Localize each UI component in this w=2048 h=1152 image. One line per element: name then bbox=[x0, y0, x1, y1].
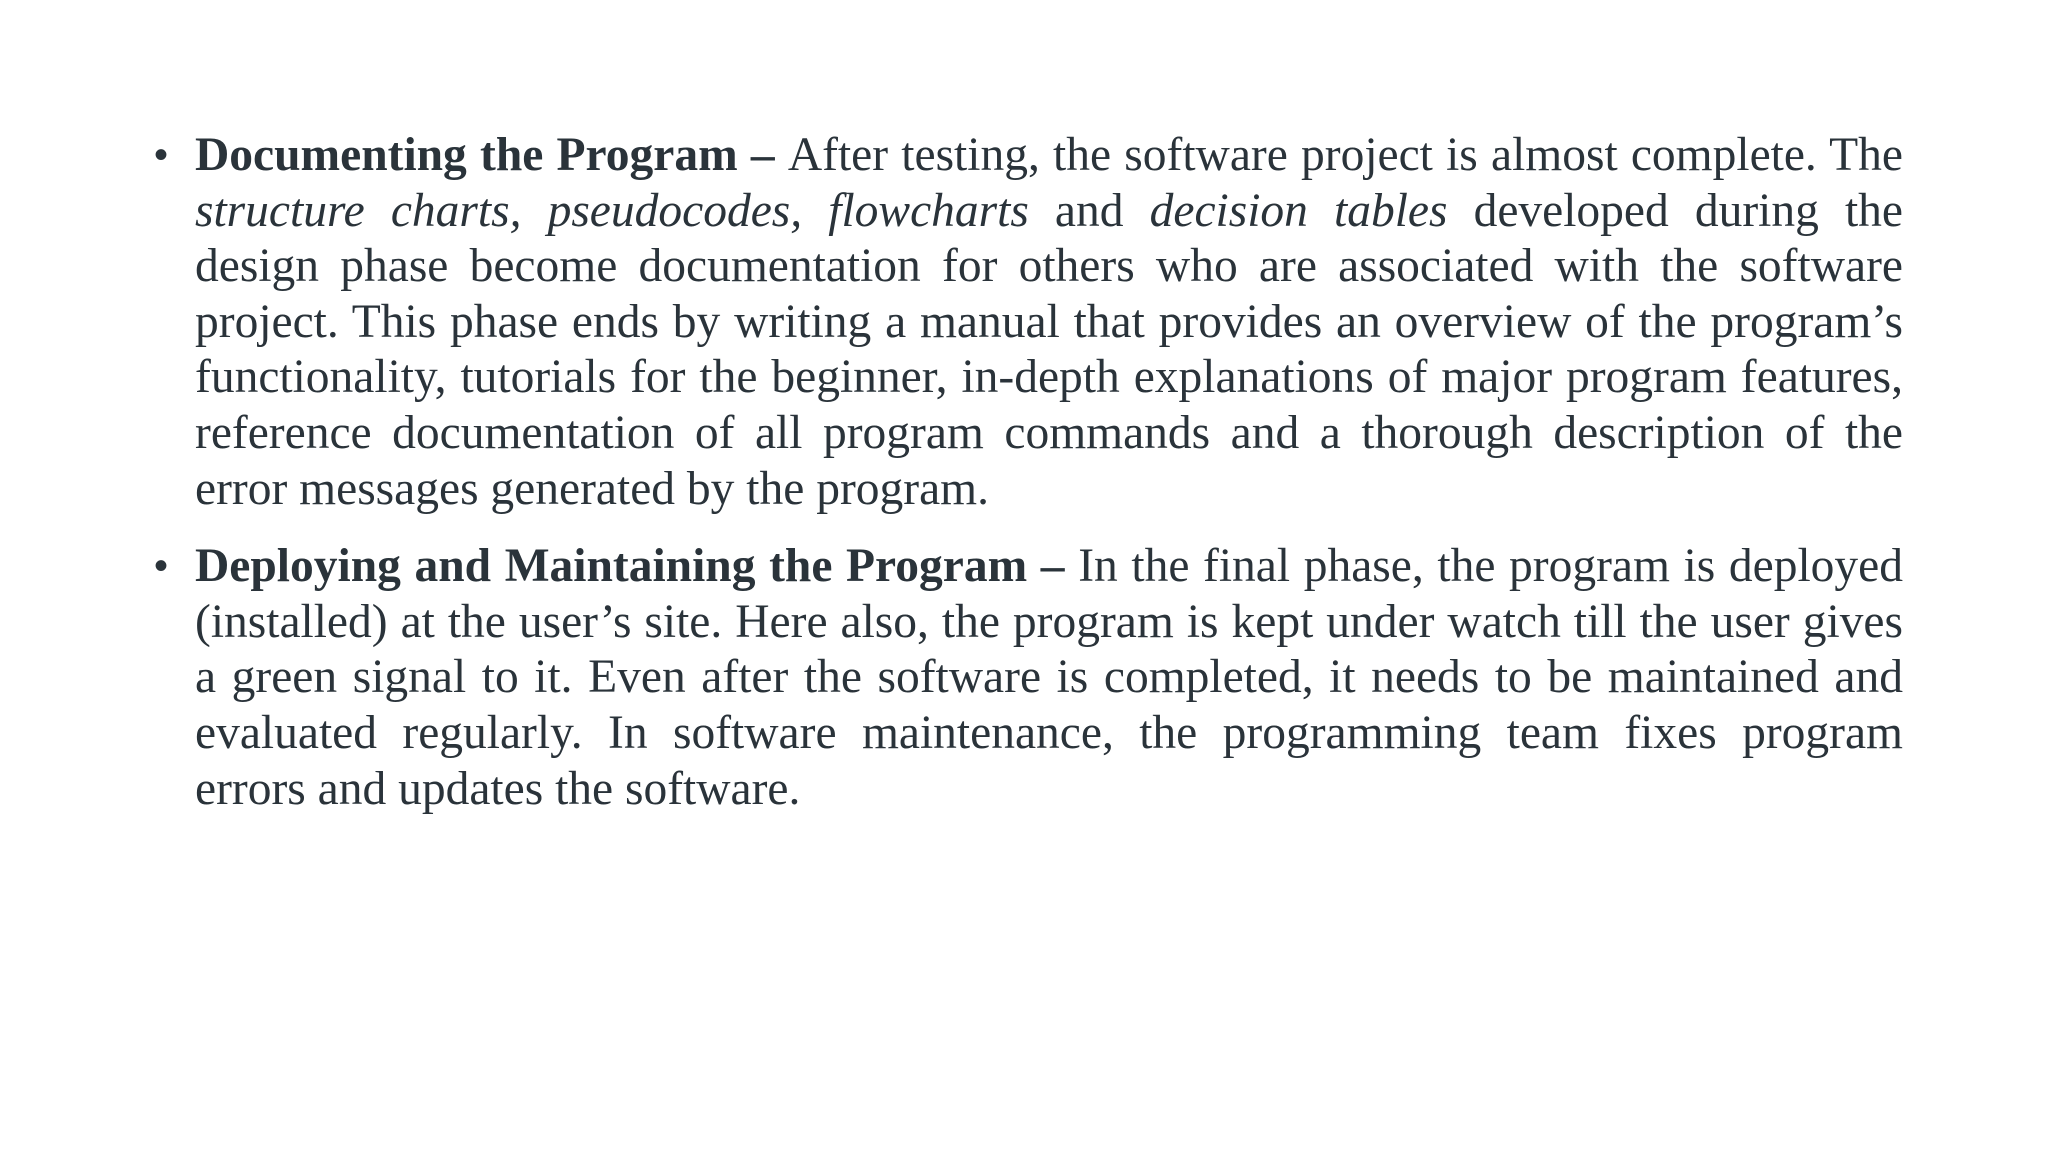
bullet-text-segment: and bbox=[1028, 184, 1150, 237]
bullet-text-segment: After testing, the software project is almost complete. The bbox=[787, 129, 1904, 181]
bullet-text-segment-italic: decision tables bbox=[1149, 184, 1448, 237]
bullet-text-segment: In the final phase, the program is deployed (installed) at the user’s site. Here also, the program is kept under watch till the user gives a green signal to it. Even after the software is completed, it needs to be maintained and evaluated regularly. In software maintenance, the programming team fixes program errors and updates the software. bbox=[195, 540, 1903, 815]
term-dash: – bbox=[737, 129, 788, 181]
bullet-documenting-the-program bbox=[150, 128, 1903, 517]
bullet-list bbox=[150, 128, 1903, 817]
bullet-term: Deploying and Maintaining the Program bbox=[195, 540, 1028, 593]
bullet-text-segment: developed during the design phase become documentation for others who are associated with the software project. This phase ends by writing a manual that provides an overview of the program’s functionality, tutorials for the beginner, in-depth explanations of major program features, reference documentation of all program commands and a thorough description of the error messages generated by the program. bbox=[195, 184, 1903, 515]
bullet-icon: • bbox=[154, 133, 169, 177]
bullet-term: Documenting the Program bbox=[195, 129, 738, 181]
bullet-icon: • bbox=[154, 544, 169, 589]
bullet-deploying-and-maintaining bbox=[150, 539, 1903, 817]
bullet-text-segment-italic: structure charts, pseudocodes, flowcharts bbox=[195, 184, 1029, 237]
term-dash: – bbox=[1027, 540, 1079, 593]
